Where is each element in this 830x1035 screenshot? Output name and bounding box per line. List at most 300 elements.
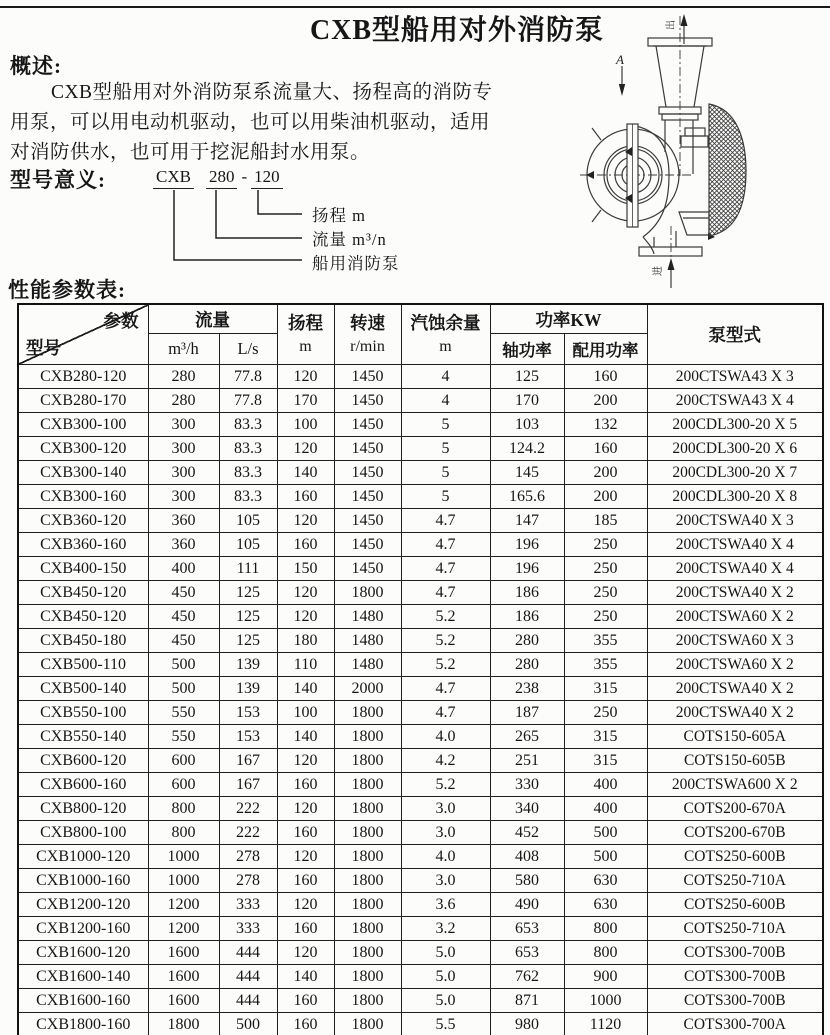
cell-flow-ls: 333 <box>219 893 277 917</box>
cell-rated-power: 800 <box>564 917 647 941</box>
cell-pump-type: 200CTSWA40 X 4 <box>647 557 823 581</box>
model-label-flow: 流量 m³/n <box>312 230 387 249</box>
cell-flow-m3h: 300 <box>148 437 219 461</box>
cell-shaft-power: 147 <box>490 509 564 533</box>
cell-model: CXB600-160 <box>18 773 148 797</box>
cell-shaft-power: 280 <box>490 653 564 677</box>
cell-flow-m3h: 1800 <box>148 1013 219 1035</box>
cell-pump-type: 200CDL300-20 X 8 <box>647 485 823 509</box>
cell-flow-ls: 167 <box>219 749 277 773</box>
model-meaning-heading: 型号意义: <box>10 168 106 192</box>
cell-rated-power: 200 <box>564 485 647 509</box>
cell-pump-type: COTS250-600B <box>647 893 823 917</box>
cell-npsh: 4 <box>401 365 490 389</box>
table-row <box>18 509 823 533</box>
cell-rated-power: 500 <box>564 821 647 845</box>
table-row <box>18 845 823 869</box>
cell-pump-type: COTS150-605A <box>647 725 823 749</box>
cell-pump-type: 200CTSWA40 X 4 <box>647 533 823 557</box>
cell-model: CXB360-120 <box>18 509 148 533</box>
cell-npsh: 3.0 <box>401 797 490 821</box>
header-model-param <box>18 304 148 365</box>
cell-npsh: 5 <box>401 413 490 437</box>
cell-speed: 1800 <box>334 701 401 725</box>
table-row <box>18 605 823 629</box>
cell-head: 150 <box>277 557 334 581</box>
cell-head: 120 <box>277 437 334 461</box>
cell-shaft-power: 124.2 <box>490 437 564 461</box>
overview-line: CXB型船用对外消防泵系流量大、扬程高的消防专 <box>50 82 493 103</box>
cell-speed: 1480 <box>334 653 401 677</box>
cell-head: 140 <box>277 461 334 485</box>
cell-shaft-power: 330 <box>490 773 564 797</box>
cell-npsh: 4.7 <box>401 509 490 533</box>
cell-flow-m3h: 300 <box>148 461 219 485</box>
cell-flow-m3h: 1600 <box>148 989 219 1013</box>
cell-rated-power: 315 <box>564 725 647 749</box>
cell-flow-m3h: 1000 <box>148 869 219 893</box>
cell-flow-m3h: 280 <box>148 365 219 389</box>
header-param-label: 参数 <box>103 311 139 331</box>
cell-rated-power: 355 <box>564 653 647 677</box>
cell-speed: 1800 <box>334 1013 401 1035</box>
cell-npsh: 5.0 <box>401 941 490 965</box>
cell-pump-type: COTS250-600B <box>647 845 823 869</box>
cell-model: CXB1200-120 <box>18 893 148 917</box>
cell-model: CXB1200-160 <box>18 917 148 941</box>
cell-head: 120 <box>277 605 334 629</box>
cell-pump-type: COTS250-710A <box>647 917 823 941</box>
performance-table <box>17 303 824 1035</box>
cell-head: 160 <box>277 821 334 845</box>
cell-speed: 1450 <box>334 533 401 557</box>
cell-speed: 1450 <box>334 509 401 533</box>
cell-pump-type: 200CDL300-20 X 7 <box>647 461 823 485</box>
header-speed <box>334 304 401 365</box>
cell-npsh: 4.2 <box>401 749 490 773</box>
cell-flow-ls: 83.3 <box>219 485 277 509</box>
cell-speed: 1800 <box>334 773 401 797</box>
table-row <box>18 725 823 749</box>
cell-flow-m3h: 300 <box>148 413 219 437</box>
cell-speed: 1450 <box>334 365 401 389</box>
cell-model: CXB450-180 <box>18 629 148 653</box>
cell-shaft-power: 980 <box>490 1013 564 1035</box>
cell-model: CXB1800-160 <box>18 1013 148 1035</box>
cell-shaft-power: 170 <box>490 389 564 413</box>
cell-flow-m3h: 280 <box>148 389 219 413</box>
cell-speed: 1450 <box>334 485 401 509</box>
model-code <box>153 167 283 187</box>
cell-model: CXB450-120 <box>18 605 148 629</box>
cell-shaft-power: 265 <box>490 725 564 749</box>
cell-npsh: 5.0 <box>401 965 490 989</box>
cell-flow-m3h: 450 <box>148 629 219 653</box>
cell-flow-m3h: 450 <box>148 605 219 629</box>
cell-pump-type: COTS200-670B <box>647 821 823 845</box>
cell-head: 160 <box>277 485 334 509</box>
cell-npsh: 3.0 <box>401 869 490 893</box>
cell-flow-ls: 500 <box>219 1013 277 1035</box>
table-row <box>18 533 823 557</box>
cell-rated-power: 250 <box>564 605 647 629</box>
cell-model: CXB550-140 <box>18 725 148 749</box>
cell-speed: 1800 <box>334 941 401 965</box>
cell-speed: 1450 <box>334 413 401 437</box>
cell-npsh: 4.0 <box>401 845 490 869</box>
cell-model: CXB500-140 <box>18 677 148 701</box>
cell-pump-type: COTS300-700B <box>647 941 823 965</box>
cell-shaft-power: 871 <box>490 989 564 1013</box>
cell-model: CXB1000-120 <box>18 845 148 869</box>
table-row <box>18 749 823 773</box>
cell-flow-m3h: 550 <box>148 725 219 749</box>
table-row <box>18 797 823 821</box>
cell-model: CXB800-100 <box>18 821 148 845</box>
cell-head: 160 <box>277 1013 334 1035</box>
model-code-flow: 280 <box>206 167 238 189</box>
cell-pump-type: 200CDL300-20 X 5 <box>647 413 823 437</box>
cell-flow-m3h: 360 <box>148 533 219 557</box>
cell-shaft-power: 653 <box>490 917 564 941</box>
cell-flow-ls: 222 <box>219 821 277 845</box>
header-head-label: 扬程 <box>288 312 323 333</box>
cell-head: 140 <box>277 677 334 701</box>
cell-npsh: 5.2 <box>401 605 490 629</box>
cell-shaft-power: 145 <box>490 461 564 485</box>
cell-model: CXB400-150 <box>18 557 148 581</box>
cell-speed: 1800 <box>334 965 401 989</box>
cell-flow-ls: 77.8 <box>219 389 277 413</box>
cell-rated-power: 132 <box>564 413 647 437</box>
cell-model: CXB280-120 <box>18 365 148 389</box>
header-model-label: 型号 <box>26 338 61 358</box>
cell-pump-type: COTS300-700A <box>647 1013 823 1035</box>
cell-head: 120 <box>277 749 334 773</box>
cell-speed: 1800 <box>334 581 401 605</box>
cell-model: CXB1600-140 <box>18 965 148 989</box>
header-speed-unit: r/min <box>350 337 385 355</box>
cell-shaft-power: 103 <box>490 413 564 437</box>
cell-flow-m3h: 550 <box>148 701 219 725</box>
table-row <box>18 461 823 485</box>
cell-head: 120 <box>277 845 334 869</box>
table-row <box>18 701 823 725</box>
cell-rated-power: 355 <box>564 629 647 653</box>
cell-shaft-power: 653 <box>490 941 564 965</box>
cell-rated-power: 500 <box>564 845 647 869</box>
cell-shaft-power: 165.6 <box>490 485 564 509</box>
cell-flow-m3h: 1200 <box>148 917 219 941</box>
cell-model: CXB500-110 <box>18 653 148 677</box>
cell-rated-power: 315 <box>564 677 647 701</box>
table-row <box>18 389 823 413</box>
cell-head: 180 <box>277 629 334 653</box>
cell-flow-ls: 125 <box>219 605 277 629</box>
outlet-label: 出 <box>666 20 677 30</box>
cell-flow-ls: 444 <box>219 989 277 1013</box>
cell-flow-m3h: 450 <box>148 581 219 605</box>
cell-pump-type: COTS250-710A <box>647 869 823 893</box>
cell-head: 120 <box>277 797 334 821</box>
cell-model: CXB300-140 <box>18 461 148 485</box>
table-row <box>18 653 823 677</box>
cell-npsh: 5.0 <box>401 989 490 1013</box>
cell-model: CXB800-120 <box>18 797 148 821</box>
overview-paragraph <box>10 78 570 168</box>
cell-model: CXB360-160 <box>18 533 148 557</box>
cell-flow-ls: 444 <box>219 941 277 965</box>
cell-head: 160 <box>277 533 334 557</box>
page-title: CXB型船用对外消防泵 <box>309 15 605 46</box>
cell-flow-ls: 125 <box>219 581 277 605</box>
section-a-label: A <box>616 52 624 67</box>
cell-head: 120 <box>277 365 334 389</box>
cell-flow-ls: 139 <box>219 677 277 701</box>
cell-npsh: 4.7 <box>401 557 490 581</box>
cell-flow-m3h: 1600 <box>148 941 219 965</box>
cell-npsh: 3.0 <box>401 821 490 845</box>
cell-rated-power: 315 <box>564 749 647 773</box>
cell-shaft-power: 408 <box>490 845 564 869</box>
cell-shaft-power: 580 <box>490 869 564 893</box>
cell-pump-type: COTS300-700B <box>647 965 823 989</box>
cell-pump-type: COTS300-700B <box>647 989 823 1013</box>
cell-flow-ls: 83.3 <box>219 461 277 485</box>
cell-speed: 1480 <box>334 605 401 629</box>
cell-model: CXB600-120 <box>18 749 148 773</box>
cell-speed: 1450 <box>334 437 401 461</box>
cell-npsh: 4.0 <box>401 725 490 749</box>
table-row <box>18 821 823 845</box>
cell-speed: 1450 <box>334 557 401 581</box>
header-rated-power: 配用功率 <box>564 334 647 365</box>
cell-pump-type: 200CTSWA40 X 3 <box>647 509 823 533</box>
cell-pump-type: 200CTSWA600 X 2 <box>647 773 823 797</box>
cell-flow-ls: 333 <box>219 917 277 941</box>
cell-flow-ls: 83.3 <box>219 413 277 437</box>
cell-head: 140 <box>277 965 334 989</box>
cell-npsh: 5.5 <box>401 1013 490 1035</box>
cell-head: 100 <box>277 413 334 437</box>
cell-flow-m3h: 1600 <box>148 965 219 989</box>
header-power: 功率KW <box>490 304 647 334</box>
cell-rated-power: 200 <box>564 461 647 485</box>
cell-rated-power: 185 <box>564 509 647 533</box>
cell-shaft-power: 452 <box>490 821 564 845</box>
cell-head: 160 <box>277 869 334 893</box>
table-row <box>18 773 823 797</box>
cell-rated-power: 160 <box>564 365 647 389</box>
cell-flow-ls: 153 <box>219 725 277 749</box>
cell-head: 120 <box>277 581 334 605</box>
cell-speed: 1450 <box>334 461 401 485</box>
cell-speed: 1800 <box>334 845 401 869</box>
cell-rated-power: 630 <box>564 893 647 917</box>
cell-speed: 2000 <box>334 677 401 701</box>
header-npsh-unit: m <box>439 337 452 355</box>
cell-speed: 1800 <box>334 797 401 821</box>
cell-rated-power: 250 <box>564 701 647 725</box>
header-shaft-power: 轴功率 <box>490 334 564 365</box>
cell-flow-m3h: 800 <box>148 797 219 821</box>
cell-pump-type: 200CTSWA40 X 2 <box>647 701 823 725</box>
model-label-head: 扬程 m <box>312 206 366 225</box>
cell-speed: 1800 <box>334 725 401 749</box>
cell-npsh: 5 <box>401 437 490 461</box>
model-code-head: 120 <box>251 167 283 189</box>
cell-shaft-power: 186 <box>490 605 564 629</box>
cell-flow-m3h: 500 <box>148 653 219 677</box>
cell-npsh: 5 <box>401 461 490 485</box>
cell-speed: 1450 <box>334 389 401 413</box>
header-speed-label: 转速 <box>350 312 385 333</box>
model-code-dash: - <box>241 167 248 186</box>
cell-flow-ls: 222 <box>219 797 277 821</box>
cell-pump-type: COTS200-670A <box>647 797 823 821</box>
cell-flow-ls: 278 <box>219 845 277 869</box>
cell-model: CXB450-120 <box>18 581 148 605</box>
cell-model: CXB300-160 <box>18 485 148 509</box>
cell-flow-ls: 83.3 <box>219 437 277 461</box>
cell-pump-type: 200CTSWA60 X 2 <box>647 605 823 629</box>
cell-npsh: 3.6 <box>401 893 490 917</box>
performance-table-body <box>18 365 823 1035</box>
cell-rated-power: 800 <box>564 941 647 965</box>
cell-head: 160 <box>277 773 334 797</box>
cell-flow-ls: 111 <box>219 557 277 581</box>
overview-line: 对消防供水，也可用于挖泥船封水用泵。 <box>10 142 371 163</box>
cell-pump-type: 200CTSWA43 X 3 <box>647 365 823 389</box>
cell-model: CXB1000-160 <box>18 869 148 893</box>
cell-flow-ls: 125 <box>219 629 277 653</box>
model-label-pump: 船用消防泵 <box>312 254 400 273</box>
table-row <box>18 1013 823 1035</box>
cell-rated-power: 160 <box>564 437 647 461</box>
table-row <box>18 941 823 965</box>
cell-shaft-power: 125 <box>490 365 564 389</box>
cell-shaft-power: 280 <box>490 629 564 653</box>
cell-flow-m3h: 800 <box>148 821 219 845</box>
cell-shaft-power: 238 <box>490 677 564 701</box>
cell-flow-ls: 105 <box>219 533 277 557</box>
header-npsh-label: 汽蚀余量 <box>410 312 481 333</box>
cell-flow-m3h: 1000 <box>148 845 219 869</box>
table-row <box>18 917 823 941</box>
cell-flow-m3h: 400 <box>148 557 219 581</box>
cell-flow-ls: 278 <box>219 869 277 893</box>
cell-npsh: 5.2 <box>401 653 490 677</box>
inlet-label: 进 <box>653 266 664 276</box>
cell-head: 170 <box>277 389 334 413</box>
cell-head: 140 <box>277 725 334 749</box>
cell-shaft-power: 762 <box>490 965 564 989</box>
cell-flow-ls: 153 <box>219 701 277 725</box>
cell-flow-m3h: 360 <box>148 509 219 533</box>
table-row <box>18 989 823 1013</box>
table-row <box>18 557 823 581</box>
cell-shaft-power: 196 <box>490 557 564 581</box>
cell-rated-power: 250 <box>564 557 647 581</box>
overview-line: 用泵，可以用电动机驱动，也可以用柴油机驱动，适用 <box>10 112 491 133</box>
cell-rated-power: 400 <box>564 773 647 797</box>
cell-model: CXB1600-160 <box>18 989 148 1013</box>
table-row <box>18 485 823 509</box>
cell-pump-type: 200CTSWA60 X 2 <box>647 653 823 677</box>
table-row <box>18 365 823 389</box>
cell-shaft-power: 186 <box>490 581 564 605</box>
cell-model: CXB300-120 <box>18 437 148 461</box>
cell-rated-power: 250 <box>564 581 647 605</box>
cell-flow-m3h: 600 <box>148 749 219 773</box>
cell-npsh: 5.2 <box>401 773 490 797</box>
cell-speed: 1480 <box>334 629 401 653</box>
table-row <box>18 677 823 701</box>
cell-shaft-power: 340 <box>490 797 564 821</box>
cell-rated-power: 400 <box>564 797 647 821</box>
cell-npsh: 5.2 <box>401 629 490 653</box>
cell-model: CXB550-100 <box>18 701 148 725</box>
cell-pump-type: 200CTSWA40 X 2 <box>647 581 823 605</box>
table-row <box>18 581 823 605</box>
cell-flow-ls: 167 <box>219 773 277 797</box>
header-flow-m3h: m³/h <box>148 334 219 365</box>
cell-speed: 1800 <box>334 749 401 773</box>
cell-head: 120 <box>277 893 334 917</box>
cell-shaft-power: 187 <box>490 701 564 725</box>
cell-flow-m3h: 1200 <box>148 893 219 917</box>
table-row <box>18 437 823 461</box>
header-pump-type: 泵型式 <box>647 304 823 365</box>
pump-drawing <box>575 4 830 296</box>
table-row <box>18 869 823 893</box>
cell-npsh: 4.7 <box>401 581 490 605</box>
cell-flow-ls: 77.8 <box>219 365 277 389</box>
cell-npsh: 4.7 <box>401 533 490 557</box>
header-flow-ls: L/s <box>219 334 277 365</box>
cell-npsh: 4.7 <box>401 701 490 725</box>
table-row <box>18 893 823 917</box>
cell-shaft-power: 196 <box>490 533 564 557</box>
cell-head: 120 <box>277 941 334 965</box>
cell-rated-power: 900 <box>564 965 647 989</box>
cell-npsh: 4 <box>401 389 490 413</box>
header-head-unit: m <box>299 337 312 355</box>
cell-flow-m3h: 600 <box>148 773 219 797</box>
table-row <box>18 413 823 437</box>
table-row <box>18 965 823 989</box>
cell-speed: 1800 <box>334 869 401 893</box>
cell-speed: 1800 <box>334 989 401 1013</box>
cell-rated-power: 1120 <box>564 1013 647 1035</box>
cell-speed: 1800 <box>334 917 401 941</box>
cell-pump-type: 200CTSWA40 X 2 <box>647 677 823 701</box>
performance-table-heading: 性能参数表: <box>8 278 126 302</box>
cell-pump-type: 200CTSWA60 X 3 <box>647 629 823 653</box>
cell-npsh: 3.2 <box>401 917 490 941</box>
cell-flow-m3h: 500 <box>148 677 219 701</box>
cell-flow-ls: 139 <box>219 653 277 677</box>
cell-flow-ls: 444 <box>219 965 277 989</box>
cell-head: 100 <box>277 701 334 725</box>
cell-pump-type: 200CTSWA43 X 4 <box>647 389 823 413</box>
header-flow: 流量 <box>148 304 277 334</box>
cell-speed: 1800 <box>334 893 401 917</box>
cell-head: 110 <box>277 653 334 677</box>
header-head <box>277 304 334 365</box>
overview-heading: 概述: <box>10 54 62 78</box>
cell-flow-m3h: 300 <box>148 485 219 509</box>
